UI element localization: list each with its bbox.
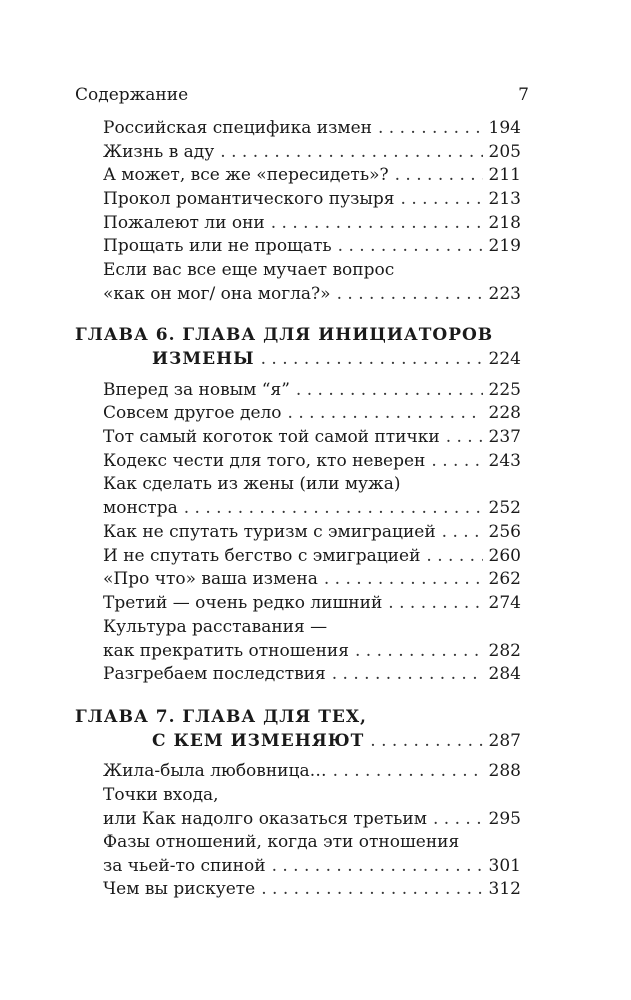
toc-entry-title-cont: или Как надолго оказаться третьим bbox=[103, 809, 427, 829]
leader-dots bbox=[442, 521, 483, 543]
toc-entry-title: Российская специфика измен bbox=[103, 118, 372, 138]
toc-entry-title: Пожалеют ли они bbox=[103, 213, 265, 233]
toc-entry-page: 274 bbox=[488, 593, 521, 613]
toc-chapter-6[interactable] bbox=[75, 324, 521, 370]
toc-entry-page: 262 bbox=[488, 569, 521, 589]
leader-dots bbox=[261, 878, 482, 900]
leader-dots bbox=[395, 164, 483, 186]
toc-entry-page: 213 bbox=[488, 189, 521, 209]
toc-entry-title: И не спутать бегство с эмиграцией bbox=[103, 546, 421, 566]
chapter-page: 287 bbox=[488, 731, 521, 751]
toc-entry-title: Как не спутать туризм с эмиграцией bbox=[103, 522, 436, 542]
toc-entry-page: 211 bbox=[488, 165, 521, 185]
leader-dots bbox=[288, 402, 483, 424]
toc-entry[interactable] bbox=[103, 212, 521, 234]
toc-entry-page: 301 bbox=[488, 856, 521, 876]
toc-entry-page: 237 bbox=[488, 427, 521, 447]
toc-entry-page: 282 bbox=[488, 641, 521, 661]
toc-entry[interactable] bbox=[103, 141, 521, 163]
leader-dots bbox=[337, 283, 483, 305]
toc-entry[interactable] bbox=[103, 450, 521, 472]
toc-entry-title-cont: за чьей-то спиной bbox=[103, 856, 266, 876]
toc-chapter-7[interactable] bbox=[75, 706, 521, 752]
toc-entry-page: 194 bbox=[488, 118, 521, 138]
toc-entry-title: Точки входа, bbox=[103, 785, 219, 805]
toc-entry-title: Жила-была любовница… bbox=[103, 761, 327, 781]
toc-entry[interactable] bbox=[103, 117, 521, 139]
toc-entry-page: 284 bbox=[488, 664, 521, 684]
toc-entry-page: 225 bbox=[488, 380, 521, 400]
toc-entry-page: 218 bbox=[488, 213, 521, 233]
leader-dots bbox=[370, 730, 482, 752]
toc-entry-title-cont: монстра bbox=[103, 498, 178, 518]
leader-dots bbox=[271, 212, 483, 234]
toc-entry[interactable] bbox=[103, 473, 521, 519]
toc-entry-page: 312 bbox=[488, 879, 521, 899]
leader-dots bbox=[261, 348, 483, 370]
toc-entry-title: А может, все же «пересидеть»? bbox=[103, 165, 389, 185]
toc-entry-page: 228 bbox=[488, 403, 521, 423]
toc-entry[interactable] bbox=[103, 568, 521, 590]
leader-dots bbox=[272, 855, 483, 877]
toc-entry[interactable] bbox=[103, 235, 521, 257]
toc-entry-page: 243 bbox=[488, 451, 521, 471]
toc-entry-title: Фазы отношений, когда эти отношения bbox=[103, 832, 460, 852]
running-head bbox=[75, 83, 529, 107]
leader-dots bbox=[426, 545, 482, 567]
toc-entry[interactable] bbox=[103, 831, 521, 877]
chapter-title: ГЛАВА 7. ГЛАВА ДЛЯ ТЕХ, bbox=[75, 707, 367, 727]
toc-entry[interactable] bbox=[103, 379, 521, 401]
toc-entry-title-cont: «как он мог/ она могла?» bbox=[103, 284, 331, 304]
leader-dots bbox=[324, 568, 483, 590]
toc-entry-title: Вперед за новым “я” bbox=[103, 380, 290, 400]
toc-entry-title: Культура расставания — bbox=[103, 617, 328, 637]
toc-entry[interactable] bbox=[103, 592, 521, 614]
toc-entry-title: Прощать или не прощать bbox=[103, 236, 332, 256]
leader-dots bbox=[332, 663, 483, 685]
toc-entry[interactable] bbox=[103, 616, 521, 662]
toc-entry-page: 219 bbox=[488, 236, 521, 256]
leader-dots bbox=[296, 379, 483, 401]
chapter-page: 224 bbox=[488, 349, 521, 369]
leader-dots bbox=[446, 426, 483, 448]
leader-dots bbox=[431, 450, 482, 472]
leader-dots bbox=[433, 808, 483, 830]
toc-entry-page: 252 bbox=[488, 498, 521, 518]
toc-entry-page: 260 bbox=[488, 546, 521, 566]
toc-entry[interactable] bbox=[103, 545, 521, 567]
leader-dots bbox=[401, 188, 483, 210]
chapter-title: ГЛАВА 6. ГЛАВА ДЛЯ ИНИЦИАТОРОВ bbox=[75, 325, 494, 345]
leader-dots bbox=[378, 117, 483, 139]
toc-entry-page: 295 bbox=[488, 809, 521, 829]
toc-entry-title: Если вас все еще мучает вопрос bbox=[103, 260, 395, 280]
toc-entry-title: Разгребаем последствия bbox=[103, 664, 326, 684]
toc-entry-title-cont: как прекратить отношения bbox=[103, 641, 349, 661]
toc-entry[interactable] bbox=[103, 426, 521, 448]
toc-entry[interactable] bbox=[103, 760, 521, 782]
toc-entry-page: 256 bbox=[488, 522, 521, 542]
leader-dots bbox=[338, 235, 483, 257]
toc-entry-title: «Про что» ваша измена bbox=[103, 569, 318, 589]
leader-dots bbox=[388, 592, 482, 614]
toc-entry-title: Тот самый коготок той самой птички bbox=[103, 427, 440, 447]
toc-entry-title: Совсем другое дело bbox=[103, 403, 282, 423]
toc-entry[interactable] bbox=[103, 521, 521, 543]
toc-entry-title: Чем вы рискуете bbox=[103, 879, 256, 899]
toc-entry-title: Жизнь в аду bbox=[103, 142, 215, 162]
leader-dots bbox=[355, 640, 483, 662]
chapter-title-cont: С КЕМ ИЗМЕНЯЮТ bbox=[152, 731, 365, 751]
toc-entry-title: Прокол романтического пузыря bbox=[103, 189, 395, 209]
toc-entry-title: Кодекс чести для того, кто неверен bbox=[103, 451, 426, 471]
toc-entry[interactable] bbox=[103, 784, 521, 830]
toc-entry[interactable] bbox=[103, 164, 521, 186]
leader-dots bbox=[220, 141, 482, 163]
toc-entry[interactable] bbox=[103, 259, 521, 305]
toc-entry-page: 223 bbox=[488, 284, 521, 304]
toc-entry-title: Как сделать из жены (или мужа) bbox=[103, 474, 401, 494]
chapter-title-cont: ИЗМЕНЫ bbox=[152, 349, 255, 369]
toc-entry-title: Третий — очень редко лишний bbox=[103, 593, 383, 613]
toc-entry-page: 205 bbox=[488, 142, 521, 162]
leader-dots bbox=[184, 497, 483, 519]
toc-entry[interactable] bbox=[103, 188, 521, 210]
page-number: 7 bbox=[518, 85, 529, 105]
toc-entry[interactable] bbox=[103, 402, 521, 424]
running-head-title: Содержание bbox=[75, 85, 189, 105]
toc-entry[interactable] bbox=[103, 663, 521, 685]
toc-entry-page: 288 bbox=[488, 761, 521, 781]
leader-dots bbox=[333, 760, 483, 782]
toc-entry[interactable] bbox=[103, 878, 521, 900]
